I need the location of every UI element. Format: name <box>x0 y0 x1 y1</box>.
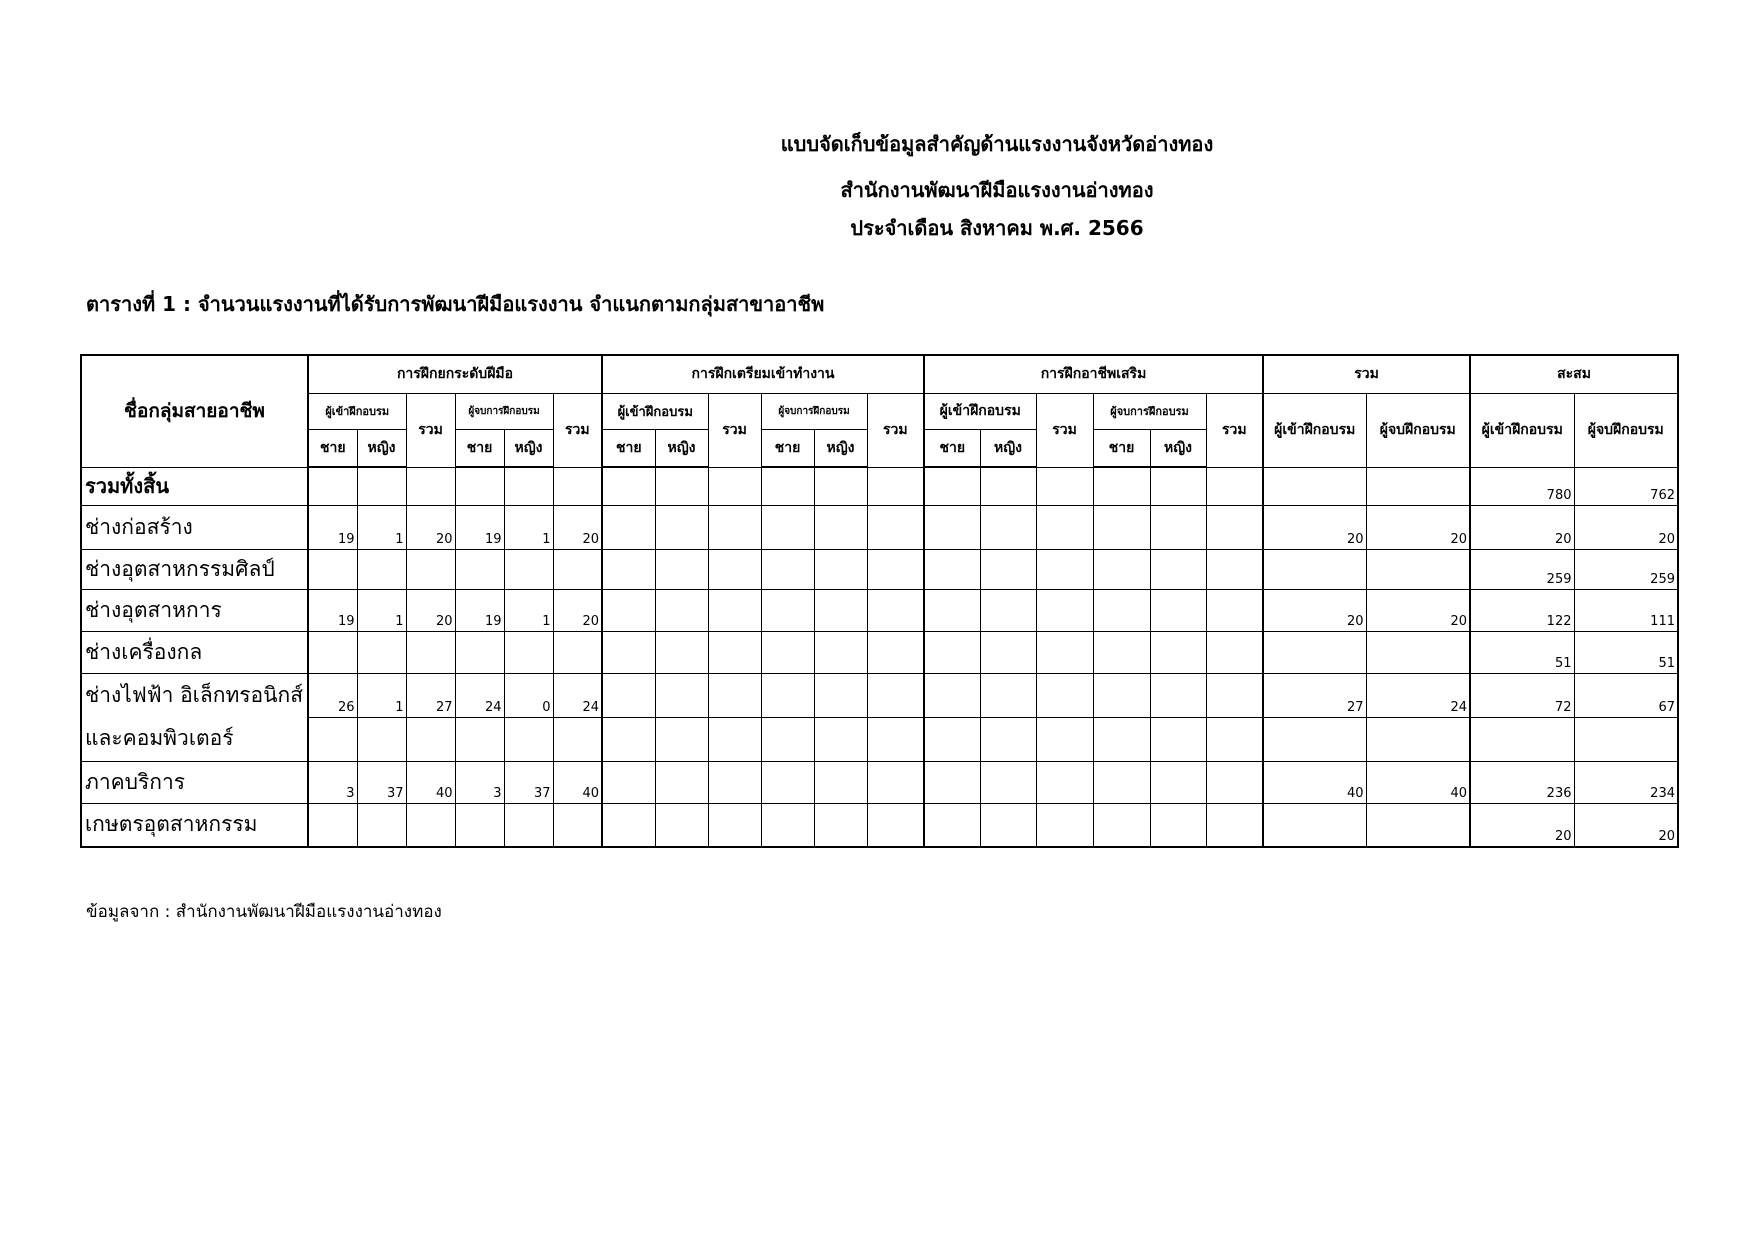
table-row <box>81 549 1678 589</box>
table-row <box>81 631 1678 673</box>
table-cell: 40 <box>1366 761 1470 803</box>
table-cell: 20 <box>1470 505 1574 549</box>
table-cell <box>655 589 708 631</box>
table-cell: 20 <box>1574 505 1678 549</box>
table-cell: 1 <box>357 673 406 717</box>
report-period: ประจำเดือน สิงหาคม พ.ศ. 2566 <box>850 216 1144 240</box>
table-cell <box>708 467 761 505</box>
table-cell <box>708 717 761 761</box>
row-label: ช่างอุตสาหการ <box>81 589 308 631</box>
table-cell <box>1093 549 1150 589</box>
table-cell <box>406 803 455 847</box>
skill-graduate-sum-header: รวม <box>553 393 602 467</box>
table-cell <box>455 803 504 847</box>
table-cell <box>655 803 708 847</box>
table-cell <box>1206 717 1263 761</box>
table-cell <box>602 631 655 673</box>
table-cell: 19 <box>308 505 357 549</box>
job-prep-header: การฝึกเตรียมเข้าทำงาน <box>602 355 924 393</box>
table-cell <box>814 467 867 505</box>
table-cell <box>867 631 924 673</box>
table-cell: 20 <box>553 589 602 631</box>
table-cell <box>761 549 814 589</box>
table-cell <box>655 505 708 549</box>
table-cell <box>455 717 504 761</box>
skill-graduate-header: ผู้จบการฝึกอบรม <box>455 393 553 429</box>
table-cell: 72 <box>1470 673 1574 717</box>
table-cell <box>867 549 924 589</box>
table-cell: 0 <box>504 673 553 717</box>
table-row <box>81 803 1678 847</box>
table-cell <box>814 505 867 549</box>
table-cell <box>308 717 357 761</box>
table-cell: 3 <box>308 761 357 803</box>
occupation-group-header: ชื่อกลุ่มสายอาชีพ <box>81 355 308 467</box>
table-cell <box>406 549 455 589</box>
table-cell <box>814 717 867 761</box>
row-label: ช่างก่อสร้าง <box>81 505 308 549</box>
table-cell <box>980 467 1036 505</box>
prep-trainee-sum-header: รวม <box>708 393 761 467</box>
table-cell: 51 <box>1574 631 1678 673</box>
table-cell <box>504 717 553 761</box>
table-cell <box>655 673 708 717</box>
table-cell <box>1150 505 1206 549</box>
table-cell <box>1206 803 1263 847</box>
row-label: เกษตรอุตสาหกรรม <box>81 803 308 847</box>
table-row <box>81 717 1678 761</box>
table-cell <box>924 549 980 589</box>
table-cell: 20 <box>1263 589 1366 631</box>
table-cell <box>602 673 655 717</box>
table-cell <box>504 549 553 589</box>
table-cell <box>761 717 814 761</box>
table-cell: 20 <box>1574 803 1678 847</box>
table-cell <box>761 589 814 631</box>
table-cell <box>1036 761 1093 803</box>
table-cell: 40 <box>406 761 455 803</box>
table-cell <box>1093 803 1150 847</box>
table-cell: 762 <box>1574 467 1678 505</box>
table-cell <box>1093 589 1150 631</box>
table-cell <box>406 467 455 505</box>
table-cell: 27 <box>1263 673 1366 717</box>
table-cell <box>655 549 708 589</box>
table-cell <box>357 717 406 761</box>
table-cell <box>455 467 504 505</box>
prep-trainee-female-header: หญิง <box>655 429 708 467</box>
table-cell: 40 <box>1263 761 1366 803</box>
row-label: ช่างเครื่องกล <box>81 631 308 673</box>
report-office: สำนักงานพัฒนาฝีมือแรงงานอ่างทอง <box>840 178 1154 202</box>
table-cell: 20 <box>1470 803 1574 847</box>
table-cell <box>924 631 980 673</box>
table-cell: 19 <box>308 589 357 631</box>
table-cell <box>1366 549 1470 589</box>
table-cell <box>761 673 814 717</box>
row-label: ช่างไฟฟ้า อิเล็กทรอนิกส์ <box>81 673 308 717</box>
table-cell <box>814 589 867 631</box>
table-cell <box>553 549 602 589</box>
skill-trainee-header: ผู้เข้าฝึกอบรม <box>308 393 406 429</box>
table-cell <box>867 589 924 631</box>
table-cell <box>553 631 602 673</box>
extra-trainee-female-header: หญิง <box>980 429 1036 467</box>
table-cell: 234 <box>1574 761 1678 803</box>
table-cell <box>655 717 708 761</box>
table-row <box>81 761 1678 803</box>
table-cell <box>761 505 814 549</box>
table-cell: 37 <box>357 761 406 803</box>
table-cell <box>308 803 357 847</box>
table-cell: 236 <box>1470 761 1574 803</box>
table-cell: 19 <box>455 505 504 549</box>
table-cell <box>455 549 504 589</box>
table-cell <box>1263 631 1366 673</box>
table-cell <box>1036 549 1093 589</box>
table-cell <box>1366 467 1470 505</box>
table-cell <box>308 631 357 673</box>
table-cell <box>814 631 867 673</box>
table-cell <box>708 549 761 589</box>
extra-graduate-header: ผู้จบการฝึกอบรม <box>1093 393 1206 429</box>
table-cell: 24 <box>553 673 602 717</box>
table-cell <box>1036 803 1093 847</box>
total-graduate-header: ผู้จบฝึกอบรม <box>1366 393 1470 467</box>
table-cell <box>980 631 1036 673</box>
table-cell <box>406 717 455 761</box>
table-cell <box>980 803 1036 847</box>
table-cell <box>553 467 602 505</box>
table-cell <box>924 505 980 549</box>
table-cell <box>814 803 867 847</box>
table-cell: 20 <box>553 505 602 549</box>
row-label: และคอมพิวเตอร์ <box>81 717 308 761</box>
table-cell <box>602 589 655 631</box>
table-cell <box>602 549 655 589</box>
extra-trainee-sum-header: รวม <box>1036 393 1093 467</box>
table-cell <box>1366 631 1470 673</box>
prep-graduate-male-header: ชาย <box>761 429 814 467</box>
table-cell <box>1150 761 1206 803</box>
table-cell <box>708 505 761 549</box>
skill-trainee-sum-header: รวม <box>406 393 455 467</box>
table-cell <box>504 803 553 847</box>
row-label: ช่างอุตสาหกรรมศิลป์ <box>81 549 308 589</box>
table-cell: 51 <box>1470 631 1574 673</box>
table-cell <box>1263 803 1366 847</box>
table-body <box>81 467 1678 847</box>
table-cell: 122 <box>1470 589 1574 631</box>
table-cell <box>980 717 1036 761</box>
table-cell <box>1263 717 1366 761</box>
table-cell: 20 <box>406 589 455 631</box>
table-cell <box>1093 467 1150 505</box>
table-cell <box>867 717 924 761</box>
table-cell <box>1206 467 1263 505</box>
table-cell <box>1093 631 1150 673</box>
extra-trainee-male-header: ชาย <box>924 429 980 467</box>
table-cell <box>1036 673 1093 717</box>
total-trainee-header: ผู้เข้าฝึกอบรม <box>1263 393 1366 467</box>
table-cell <box>867 467 924 505</box>
table-cell <box>357 631 406 673</box>
extra-graduate-male-header: ชาย <box>1093 429 1150 467</box>
table-cell <box>867 673 924 717</box>
report-title: แบบจัดเก็บข้อมูลสำคัญด้านแรงงานจังหวัดอ่างทอง <box>780 132 1214 156</box>
table-cell <box>1036 467 1093 505</box>
table-cell <box>1206 761 1263 803</box>
table-cell: 27 <box>406 673 455 717</box>
table-cell: 24 <box>1366 673 1470 717</box>
table-cell <box>655 467 708 505</box>
table-cell <box>1093 505 1150 549</box>
prep-trainee-header: ผู้เข้าฝึกอบรม <box>602 393 708 429</box>
table-cell <box>1206 589 1263 631</box>
table-cell <box>655 631 708 673</box>
row-label: ภาคบริการ <box>81 761 308 803</box>
table-cell <box>814 549 867 589</box>
table-cell <box>867 505 924 549</box>
table-cell <box>1150 717 1206 761</box>
table-cell: 1 <box>504 505 553 549</box>
table-cell <box>1150 549 1206 589</box>
table-cell <box>1150 803 1206 847</box>
table-cell <box>761 803 814 847</box>
table-cell <box>924 717 980 761</box>
skill-trainee-female-header: หญิง <box>357 429 406 467</box>
table-cell <box>1093 673 1150 717</box>
source-note: ข้อมูลจาก : สำนักงานพัฒนาฝีมือแรงงานอ่างทอง <box>86 902 442 922</box>
table-cell: 20 <box>1366 505 1470 549</box>
table-caption: ตารางที่ 1 : จำนวนแรงงานที่ได้รับการพัฒนาฝีมือแรงงาน จำแนกตามกลุ่มสาขาอาชีพ <box>86 292 825 316</box>
table-cell <box>602 467 655 505</box>
table-cell <box>980 761 1036 803</box>
table-cell: 259 <box>1470 549 1574 589</box>
table-cell: 40 <box>553 761 602 803</box>
table-cell: 20 <box>406 505 455 549</box>
row-label: รวมทั้งสิ้น <box>81 467 308 505</box>
table-cell <box>708 761 761 803</box>
table-cell <box>1366 803 1470 847</box>
table-cell <box>1263 467 1366 505</box>
table-cell <box>1036 505 1093 549</box>
table-cell <box>1206 505 1263 549</box>
table-cell <box>602 505 655 549</box>
table-cell <box>455 631 504 673</box>
table-cell: 1 <box>357 505 406 549</box>
table-cell <box>1263 549 1366 589</box>
table-cell <box>1150 673 1206 717</box>
table-cell <box>980 589 1036 631</box>
table-cell <box>504 467 553 505</box>
table-cell <box>1470 717 1574 761</box>
extra-graduate-female-header: หญิง <box>1150 429 1206 467</box>
table-cell <box>924 803 980 847</box>
table-cell <box>655 761 708 803</box>
table-cell <box>924 589 980 631</box>
table-cell <box>308 549 357 589</box>
table-cell <box>1150 589 1206 631</box>
table-cell: 26 <box>308 673 357 717</box>
table-cell: 20 <box>1263 505 1366 549</box>
table-cell <box>761 467 814 505</box>
table-cell <box>602 761 655 803</box>
table-cell <box>504 631 553 673</box>
skill-upgrade-header: การฝึกยกระดับฝีมือ <box>308 355 602 393</box>
table-cell <box>1366 717 1470 761</box>
table-cell <box>980 673 1036 717</box>
table-cell <box>708 803 761 847</box>
prep-graduate-sum-header: รวม <box>867 393 924 467</box>
extra-graduate-sum-header: รวม <box>1206 393 1263 467</box>
table-cell <box>357 549 406 589</box>
table-cell: 24 <box>455 673 504 717</box>
table-cell <box>553 717 602 761</box>
skill-graduate-female-header: หญิง <box>504 429 553 467</box>
table-cell: 20 <box>1366 589 1470 631</box>
table-cell <box>924 761 980 803</box>
table-cell <box>980 549 1036 589</box>
table-cell <box>867 761 924 803</box>
table-cell <box>814 761 867 803</box>
table-cell <box>357 803 406 847</box>
prep-trainee-male-header: ชาย <box>602 429 655 467</box>
skill-graduate-male-header: ชาย <box>455 429 504 467</box>
table-cell <box>1093 761 1150 803</box>
table-cell <box>980 505 1036 549</box>
cumulative-header: สะสม <box>1470 355 1678 393</box>
prep-graduate-female-header: หญิง <box>814 429 867 467</box>
cumulative-graduate-header: ผู้จบฝึกอบรม <box>1574 393 1678 467</box>
table-cell <box>406 631 455 673</box>
table-cell: 3 <box>455 761 504 803</box>
table-cell <box>1206 673 1263 717</box>
table-cell <box>708 631 761 673</box>
table-cell: 111 <box>1574 589 1678 631</box>
table-cell <box>761 761 814 803</box>
cumulative-trainee-header: ผู้เข้าฝึกอบรม <box>1470 393 1574 467</box>
table-cell: 259 <box>1574 549 1678 589</box>
table-cell <box>308 467 357 505</box>
table-cell: 780 <box>1470 467 1574 505</box>
table-cell <box>602 717 655 761</box>
extra-trainee-header: ผู้เข้าฝึกอบรม <box>924 393 1036 429</box>
table-cell <box>1150 467 1206 505</box>
skill-trainee-male-header: ชาย <box>308 429 357 467</box>
table-cell <box>357 467 406 505</box>
table-cell <box>924 673 980 717</box>
table-cell <box>1036 717 1093 761</box>
table-cell: 37 <box>504 761 553 803</box>
table-cell <box>1150 631 1206 673</box>
table-cell <box>761 631 814 673</box>
table-row <box>81 505 1678 549</box>
table-cell <box>1206 549 1263 589</box>
prep-graduate-header: ผู้จบการฝึกอบรม <box>761 393 867 429</box>
total-header: รวม <box>1263 355 1470 393</box>
table-row <box>81 467 1678 505</box>
table-cell <box>553 803 602 847</box>
table-cell <box>602 803 655 847</box>
table-row <box>81 589 1678 631</box>
table-cell <box>708 589 761 631</box>
table-row <box>81 673 1678 717</box>
table-cell <box>1206 631 1263 673</box>
table-cell <box>1574 717 1678 761</box>
table-cell <box>1093 717 1150 761</box>
table-cell: 19 <box>455 589 504 631</box>
table-cell <box>867 803 924 847</box>
table-cell <box>1036 589 1093 631</box>
table-cell: 1 <box>357 589 406 631</box>
table-cell: 67 <box>1574 673 1678 717</box>
table-cell <box>814 673 867 717</box>
table-cell: 1 <box>504 589 553 631</box>
labor-training-table <box>80 354 1679 848</box>
supplementary-header: การฝึกอาชีพเสริม <box>924 355 1263 393</box>
table-cell <box>708 673 761 717</box>
table-cell <box>924 467 980 505</box>
table-cell <box>1036 631 1093 673</box>
